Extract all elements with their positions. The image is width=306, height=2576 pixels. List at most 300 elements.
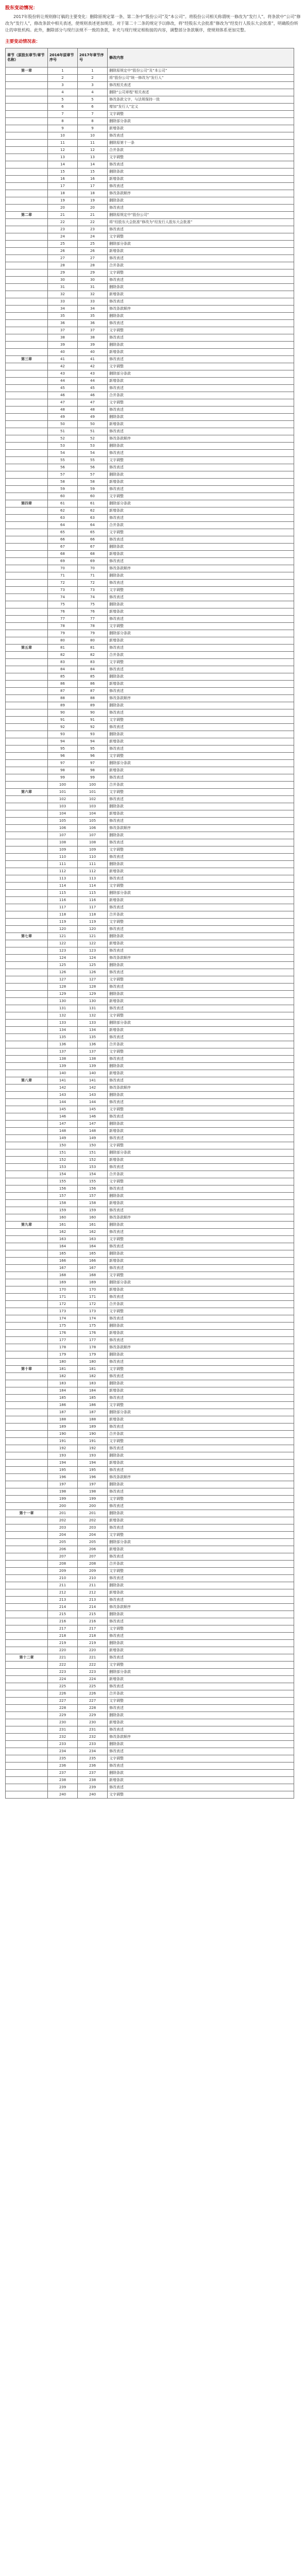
cell-2017-index: 206	[78, 1546, 108, 1553]
cell-chapter	[6, 803, 48, 810]
table-row	[6, 1719, 294, 1726]
cell-2016-index: 176	[48, 1330, 78, 1337]
cell-2017-index: 122	[78, 940, 108, 947]
cell-chapter	[6, 1243, 48, 1250]
table-row	[6, 1077, 294, 1084]
cell-2016-index: 144	[48, 1099, 78, 1106]
cell-change: 修改条款顺序	[108, 955, 294, 962]
cell-2017-index: 168	[78, 1272, 108, 1279]
cell-change: 文字调整	[108, 399, 294, 406]
cell-2016-index: 174	[48, 1315, 78, 1323]
cell-change: 修改表述	[108, 450, 294, 457]
cell-2016-index: 56	[48, 464, 78, 471]
cell-2016-index: 179	[48, 1351, 78, 1359]
cell-2017-index: 73	[78, 587, 108, 594]
cell-2017-index: 97	[78, 760, 108, 767]
cell-change: 文字调整	[108, 789, 294, 796]
table-row	[6, 955, 294, 962]
cell-chapter	[6, 269, 48, 277]
table-row	[6, 1229, 294, 1236]
cell-change: 删除条款	[108, 1611, 294, 1618]
table-row	[6, 1056, 294, 1063]
cell-chapter	[6, 782, 48, 789]
table-row	[6, 406, 294, 414]
cell-2017-index: 143	[78, 1092, 108, 1099]
table-row	[6, 1258, 294, 1265]
table-row	[6, 1387, 294, 1395]
cell-2016-index: 104	[48, 810, 78, 818]
table-row	[6, 1568, 294, 1575]
cell-2016-index: 157	[48, 1193, 78, 1200]
cell-2016-index: 224	[48, 1676, 78, 1683]
cell-2016-index: 121	[48, 933, 78, 940]
cell-2017-index: 82	[78, 652, 108, 659]
cell-2016-index: 72	[48, 580, 78, 587]
table-row	[6, 1092, 294, 1099]
table-row	[6, 1250, 294, 1258]
cell-2016-index: 221	[48, 1654, 78, 1662]
cell-change: 修改表述	[108, 616, 294, 623]
cell-chapter	[6, 1084, 48, 1092]
cell-2017-index: 152	[78, 1157, 108, 1164]
cell-2017-index: 137	[78, 1048, 108, 1056]
cell-2017-index: 193	[78, 1452, 108, 1460]
cell-2016-index: 77	[48, 616, 78, 623]
table-row	[6, 1676, 294, 1683]
table-row	[6, 933, 294, 940]
cell-2016-index: 200	[48, 1503, 78, 1510]
cell-2016-index: 160	[48, 1214, 78, 1222]
cell-2017-index: 105	[78, 818, 108, 825]
cell-change: 删除条款	[108, 933, 294, 940]
cell-change: 修改表述	[108, 666, 294, 673]
cell-2016-index: 91	[48, 717, 78, 724]
cell-2016-index: 171	[48, 1294, 78, 1301]
cell-change: 修改表述	[108, 904, 294, 911]
table-row	[6, 897, 294, 904]
cell-2017-index: 139	[78, 1063, 108, 1070]
cell-change: 将“经股东大会批准”修改为“经发行人股东大会批准”	[108, 219, 294, 226]
cell-2016-index: 142	[48, 1084, 78, 1092]
cell-change: 文字调整	[108, 1272, 294, 1279]
cell-2016-index: 122	[48, 940, 78, 947]
table-row	[6, 702, 294, 709]
cell-2017-index: 209	[78, 1568, 108, 1575]
cell-2017-index: 215	[78, 1611, 108, 1618]
cell-change: 删除条款	[108, 1712, 294, 1719]
cell-change: 修改表述	[108, 1683, 294, 1690]
cell-chapter	[6, 1395, 48, 1402]
cell-change: 修改表述	[108, 594, 294, 601]
cell-2016-index: 22	[48, 219, 78, 226]
cell-2017-index: 222	[78, 1662, 108, 1669]
cell-2016-index: 76	[48, 608, 78, 616]
cell-chapter	[6, 1323, 48, 1330]
cell-chapter	[6, 1546, 48, 1553]
cell-2017-index: 31	[78, 284, 108, 291]
cell-chapter	[6, 486, 48, 493]
cell-2016-index: 240	[48, 1791, 78, 1799]
cell-2017-index: 108	[78, 839, 108, 846]
cell-2016-index: 80	[48, 637, 78, 645]
cell-2016-index: 230	[48, 1719, 78, 1726]
cell-chapter	[6, 1791, 48, 1799]
cell-2017-index: 157	[78, 1193, 108, 1200]
cell-2017-index: 1	[78, 67, 108, 75]
table-row	[6, 998, 294, 1005]
cell-2016-index: 148	[48, 1128, 78, 1135]
cell-2016-index: 37	[48, 327, 78, 334]
cell-2016-index: 34	[48, 306, 78, 313]
cell-chapter	[6, 1784, 48, 1791]
cell-change: 删除条款	[108, 1510, 294, 1517]
cell-2016-index: 191	[48, 1438, 78, 1445]
table-row	[6, 544, 294, 551]
cell-chapter: 第十一章	[6, 1510, 48, 1517]
cell-2017-index: 211	[78, 1582, 108, 1589]
cell-chapter	[6, 1294, 48, 1301]
cell-2017-index: 76	[78, 608, 108, 616]
cell-2016-index: 74	[48, 594, 78, 601]
cell-chapter	[6, 291, 48, 298]
table-row	[6, 75, 294, 82]
cell-2017-index: 226	[78, 1690, 108, 1698]
cell-chapter: 第十二章	[6, 1654, 48, 1662]
cell-chapter	[6, 991, 48, 998]
cell-chapter	[6, 854, 48, 861]
cell-change: 文字调整	[108, 919, 294, 926]
cell-2017-index: 132	[78, 1012, 108, 1020]
cell-2017-index: 67	[78, 544, 108, 551]
table-row	[6, 558, 294, 565]
table-row	[6, 1366, 294, 1373]
table-row	[6, 399, 294, 406]
cell-2017-index: 147	[78, 1121, 108, 1128]
cell-chapter	[6, 926, 48, 933]
cell-change: 新增条款	[108, 1128, 294, 1135]
table-row	[6, 1582, 294, 1589]
cell-chapter	[6, 1734, 48, 1741]
cell-2016-index: 89	[48, 702, 78, 709]
cell-2016-index: 12	[48, 147, 78, 154]
cell-change: 删除条款	[108, 1582, 294, 1589]
table-row	[6, 1488, 294, 1496]
cell-2017-index: 120	[78, 926, 108, 933]
cell-chapter	[6, 702, 48, 709]
cell-2017-index: 15	[78, 168, 108, 176]
cell-2016-index: 202	[48, 1517, 78, 1524]
cell-2016-index: 120	[48, 926, 78, 933]
cell-2017-index: 27	[78, 255, 108, 262]
cell-2017-index: 39	[78, 342, 108, 349]
cell-chapter	[6, 1698, 48, 1705]
cell-chapter	[6, 1438, 48, 1445]
cell-2016-index: 36	[48, 320, 78, 327]
cell-chapter	[6, 717, 48, 724]
cell-2016-index: 79	[48, 630, 78, 637]
table-row	[6, 1286, 294, 1294]
table-title: 主要变动情况表：	[5, 39, 41, 44]
cell-2017-index: 91	[78, 717, 108, 724]
cell-2016-index: 95	[48, 745, 78, 753]
cell-chapter	[6, 1597, 48, 1604]
cell-2016-index: 7	[48, 111, 78, 118]
cell-2017-index: 172	[78, 1301, 108, 1308]
cell-2017-index: 107	[78, 832, 108, 839]
cell-chapter	[6, 471, 48, 479]
cell-2017-index: 99	[78, 774, 108, 782]
table-row	[6, 652, 294, 659]
cell-chapter	[6, 1380, 48, 1387]
table-row	[6, 1762, 294, 1770]
cell-chapter	[6, 1409, 48, 1416]
table-row	[6, 421, 294, 428]
table-row	[6, 1149, 294, 1157]
cell-change: 修改表述	[108, 1315, 294, 1323]
cell-2017-index: 96	[78, 753, 108, 760]
cell-chapter	[6, 306, 48, 313]
cell-change: 文字调整	[108, 1048, 294, 1056]
cell-2016-index: 43	[48, 370, 78, 378]
cell-2017-index: 45	[78, 385, 108, 392]
cell-2017-index: 150	[78, 1142, 108, 1149]
cell-2016-index: 164	[48, 1243, 78, 1250]
cell-change: 删除条款	[108, 1250, 294, 1258]
cell-change: 删除部分条款	[108, 760, 294, 767]
table-row	[6, 1669, 294, 1676]
header-2016-index: 2016年原章节序号	[48, 48, 78, 67]
cell-chapter	[6, 154, 48, 161]
table-row	[6, 796, 294, 803]
cell-chapter	[6, 457, 48, 464]
table-row	[6, 724, 294, 731]
table-row	[6, 1222, 294, 1229]
cell-change: 删除条款	[108, 284, 294, 291]
cell-2017-index: 92	[78, 724, 108, 731]
cell-chapter	[6, 681, 48, 688]
cell-2016-index: 18	[48, 190, 78, 197]
cell-chapter	[6, 558, 48, 565]
cell-change: 修改条款顺序	[108, 1734, 294, 1741]
cell-2017-index: 49	[78, 414, 108, 421]
cell-change: 修改表述	[108, 1185, 294, 1193]
cell-2016-index: 172	[48, 1301, 78, 1308]
cell-2017-index: 98	[78, 767, 108, 774]
cell-2017-index: 156	[78, 1185, 108, 1193]
cell-chapter	[6, 1359, 48, 1366]
cell-2017-index: 155	[78, 1178, 108, 1185]
cell-change: 新增条款	[108, 1387, 294, 1395]
table-row	[6, 1524, 294, 1532]
table-row	[6, 681, 294, 688]
table-row	[6, 1597, 294, 1604]
cell-2017-index: 29	[78, 269, 108, 277]
cell-2017-index: 112	[78, 868, 108, 875]
cell-change: 新增条款	[108, 1258, 294, 1265]
cell-chapter	[6, 406, 48, 414]
cell-2017-index: 41	[78, 356, 108, 363]
table-row	[6, 1048, 294, 1056]
cell-change: 新增条款	[108, 1416, 294, 1423]
cell-chapter	[6, 118, 48, 125]
cell-chapter	[6, 1070, 48, 1077]
cell-chapter	[6, 608, 48, 616]
cell-change: 删除条款	[108, 731, 294, 738]
cell-chapter	[6, 587, 48, 594]
cell-change: 合并条款	[108, 522, 294, 529]
cell-chapter	[6, 1676, 48, 1683]
cell-change: 文字调整	[108, 1178, 294, 1185]
table-row	[6, 1272, 294, 1279]
cell-2016-index: 71	[48, 572, 78, 580]
table-row	[6, 1351, 294, 1359]
cell-2016-index: 149	[48, 1135, 78, 1142]
cell-2016-index: 23	[48, 226, 78, 233]
cell-chapter	[6, 724, 48, 731]
cell-change: 修改表述	[108, 205, 294, 212]
table-row	[6, 637, 294, 645]
cell-2016-index: 237	[48, 1770, 78, 1777]
cell-change: 修改表述	[108, 334, 294, 342]
cell-2016-index: 83	[48, 659, 78, 666]
table-row	[6, 1178, 294, 1185]
table-row	[6, 861, 294, 868]
cell-change: 合并条款	[108, 147, 294, 154]
cell-change: 删除部分条款	[108, 1539, 294, 1546]
cell-chapter	[6, 652, 48, 659]
cell-2016-index: 47	[48, 399, 78, 406]
table-row	[6, 1705, 294, 1712]
cell-change: 修改表述	[108, 515, 294, 522]
cell-2017-index: 201	[78, 1510, 108, 1517]
cell-2016-index: 86	[48, 681, 78, 688]
cell-chapter	[6, 313, 48, 320]
cell-change: 新增条款	[108, 1070, 294, 1077]
cell-chapter	[6, 378, 48, 385]
cell-change: 修改表述	[108, 558, 294, 565]
cell-change: 修改表述	[108, 1726, 294, 1734]
cell-2017-index: 115	[78, 890, 108, 897]
cell-change: 修改表述	[108, 1503, 294, 1510]
cell-change: 修改表述	[108, 839, 294, 846]
table-row	[6, 1135, 294, 1142]
table-row	[6, 709, 294, 717]
cell-chapter	[6, 810, 48, 818]
cell-chapter	[6, 82, 48, 89]
cell-2017-index: 51	[78, 428, 108, 435]
cell-2016-index: 168	[48, 1272, 78, 1279]
cell-2016-index: 205	[48, 1539, 78, 1546]
cell-2017-index: 223	[78, 1669, 108, 1676]
cell-chapter	[6, 731, 48, 738]
cell-change: 修改表述	[108, 406, 294, 414]
table-row	[6, 1294, 294, 1301]
cell-change: 修改表述	[108, 161, 294, 168]
cell-2016-index: 227	[48, 1698, 78, 1705]
cell-2016-index: 217	[48, 1625, 78, 1633]
cell-2017-index: 214	[78, 1604, 108, 1611]
cell-change: 修改表述	[108, 1395, 294, 1402]
cell-change: 文字调整	[108, 154, 294, 161]
cell-chapter	[6, 767, 48, 774]
cell-change: 新增条款	[108, 176, 294, 183]
cell-chapter	[6, 284, 48, 291]
cell-2016-index: 58	[48, 479, 78, 486]
cell-2017-index: 17	[78, 183, 108, 190]
cell-2016-index: 184	[48, 1387, 78, 1395]
table-row	[6, 457, 294, 464]
cell-change: 修改表述	[108, 1164, 294, 1171]
cell-2017-index: 22	[78, 219, 108, 226]
cell-change: 修改表述	[108, 320, 294, 327]
cell-2016-index: 78	[48, 623, 78, 630]
cell-change: 合并条款	[108, 911, 294, 919]
table-row	[6, 1503, 294, 1510]
cell-2017-index: 26	[78, 248, 108, 255]
cell-2016-index: 135	[48, 1034, 78, 1041]
cell-2017-index: 19	[78, 197, 108, 205]
cell-chapter	[6, 738, 48, 745]
cell-2017-index: 83	[78, 659, 108, 666]
cell-chapter	[6, 1575, 48, 1582]
cell-change: 修改表述	[108, 1705, 294, 1712]
cell-2017-index: 110	[78, 854, 108, 861]
table-row	[6, 1214, 294, 1222]
cell-2017-index: 40	[78, 349, 108, 356]
cell-2016-index: 162	[48, 1229, 78, 1236]
cell-change: 文字调整	[108, 717, 294, 724]
table-row	[6, 940, 294, 947]
table-row	[6, 1640, 294, 1647]
cell-2016-index: 216	[48, 1618, 78, 1625]
cell-2016-index: 193	[48, 1452, 78, 1460]
cell-chapter	[6, 565, 48, 572]
cell-2017-index: 202	[78, 1517, 108, 1524]
cell-chapter	[6, 1185, 48, 1193]
cell-2016-index: 113	[48, 875, 78, 883]
cell-chapter	[6, 190, 48, 197]
table-row	[6, 356, 294, 363]
cell-2016-index: 228	[48, 1705, 78, 1712]
cell-2017-index: 104	[78, 810, 108, 818]
cell-change: 修改表述	[108, 255, 294, 262]
cell-2016-index: 140	[48, 1070, 78, 1077]
cell-2016-index: 234	[48, 1748, 78, 1755]
cell-2016-index: 165	[48, 1250, 78, 1258]
cell-2017-index: 89	[78, 702, 108, 709]
cell-2017-index: 184	[78, 1387, 108, 1395]
cell-change: 删除条款	[108, 544, 294, 551]
cell-2017-index: 20	[78, 205, 108, 212]
table-row	[6, 688, 294, 695]
table-row	[6, 1193, 294, 1200]
cell-change: 文字调整	[108, 1012, 294, 1020]
cell-chapter	[6, 1496, 48, 1503]
cell-2017-index: 178	[78, 1344, 108, 1351]
cell-change: 文字调整	[108, 1496, 294, 1503]
table-row	[6, 1452, 294, 1460]
cell-2017-index: 42	[78, 363, 108, 370]
cell-2017-index: 141	[78, 1077, 108, 1084]
table-row	[6, 1662, 294, 1669]
table-row	[6, 154, 294, 161]
cell-change: 文字调整	[108, 659, 294, 666]
cell-chapter	[6, 969, 48, 976]
cell-2016-index: 52	[48, 435, 78, 443]
cell-2017-index: 200	[78, 1503, 108, 1510]
cell-chapter	[6, 1683, 48, 1690]
cell-chapter	[6, 919, 48, 926]
